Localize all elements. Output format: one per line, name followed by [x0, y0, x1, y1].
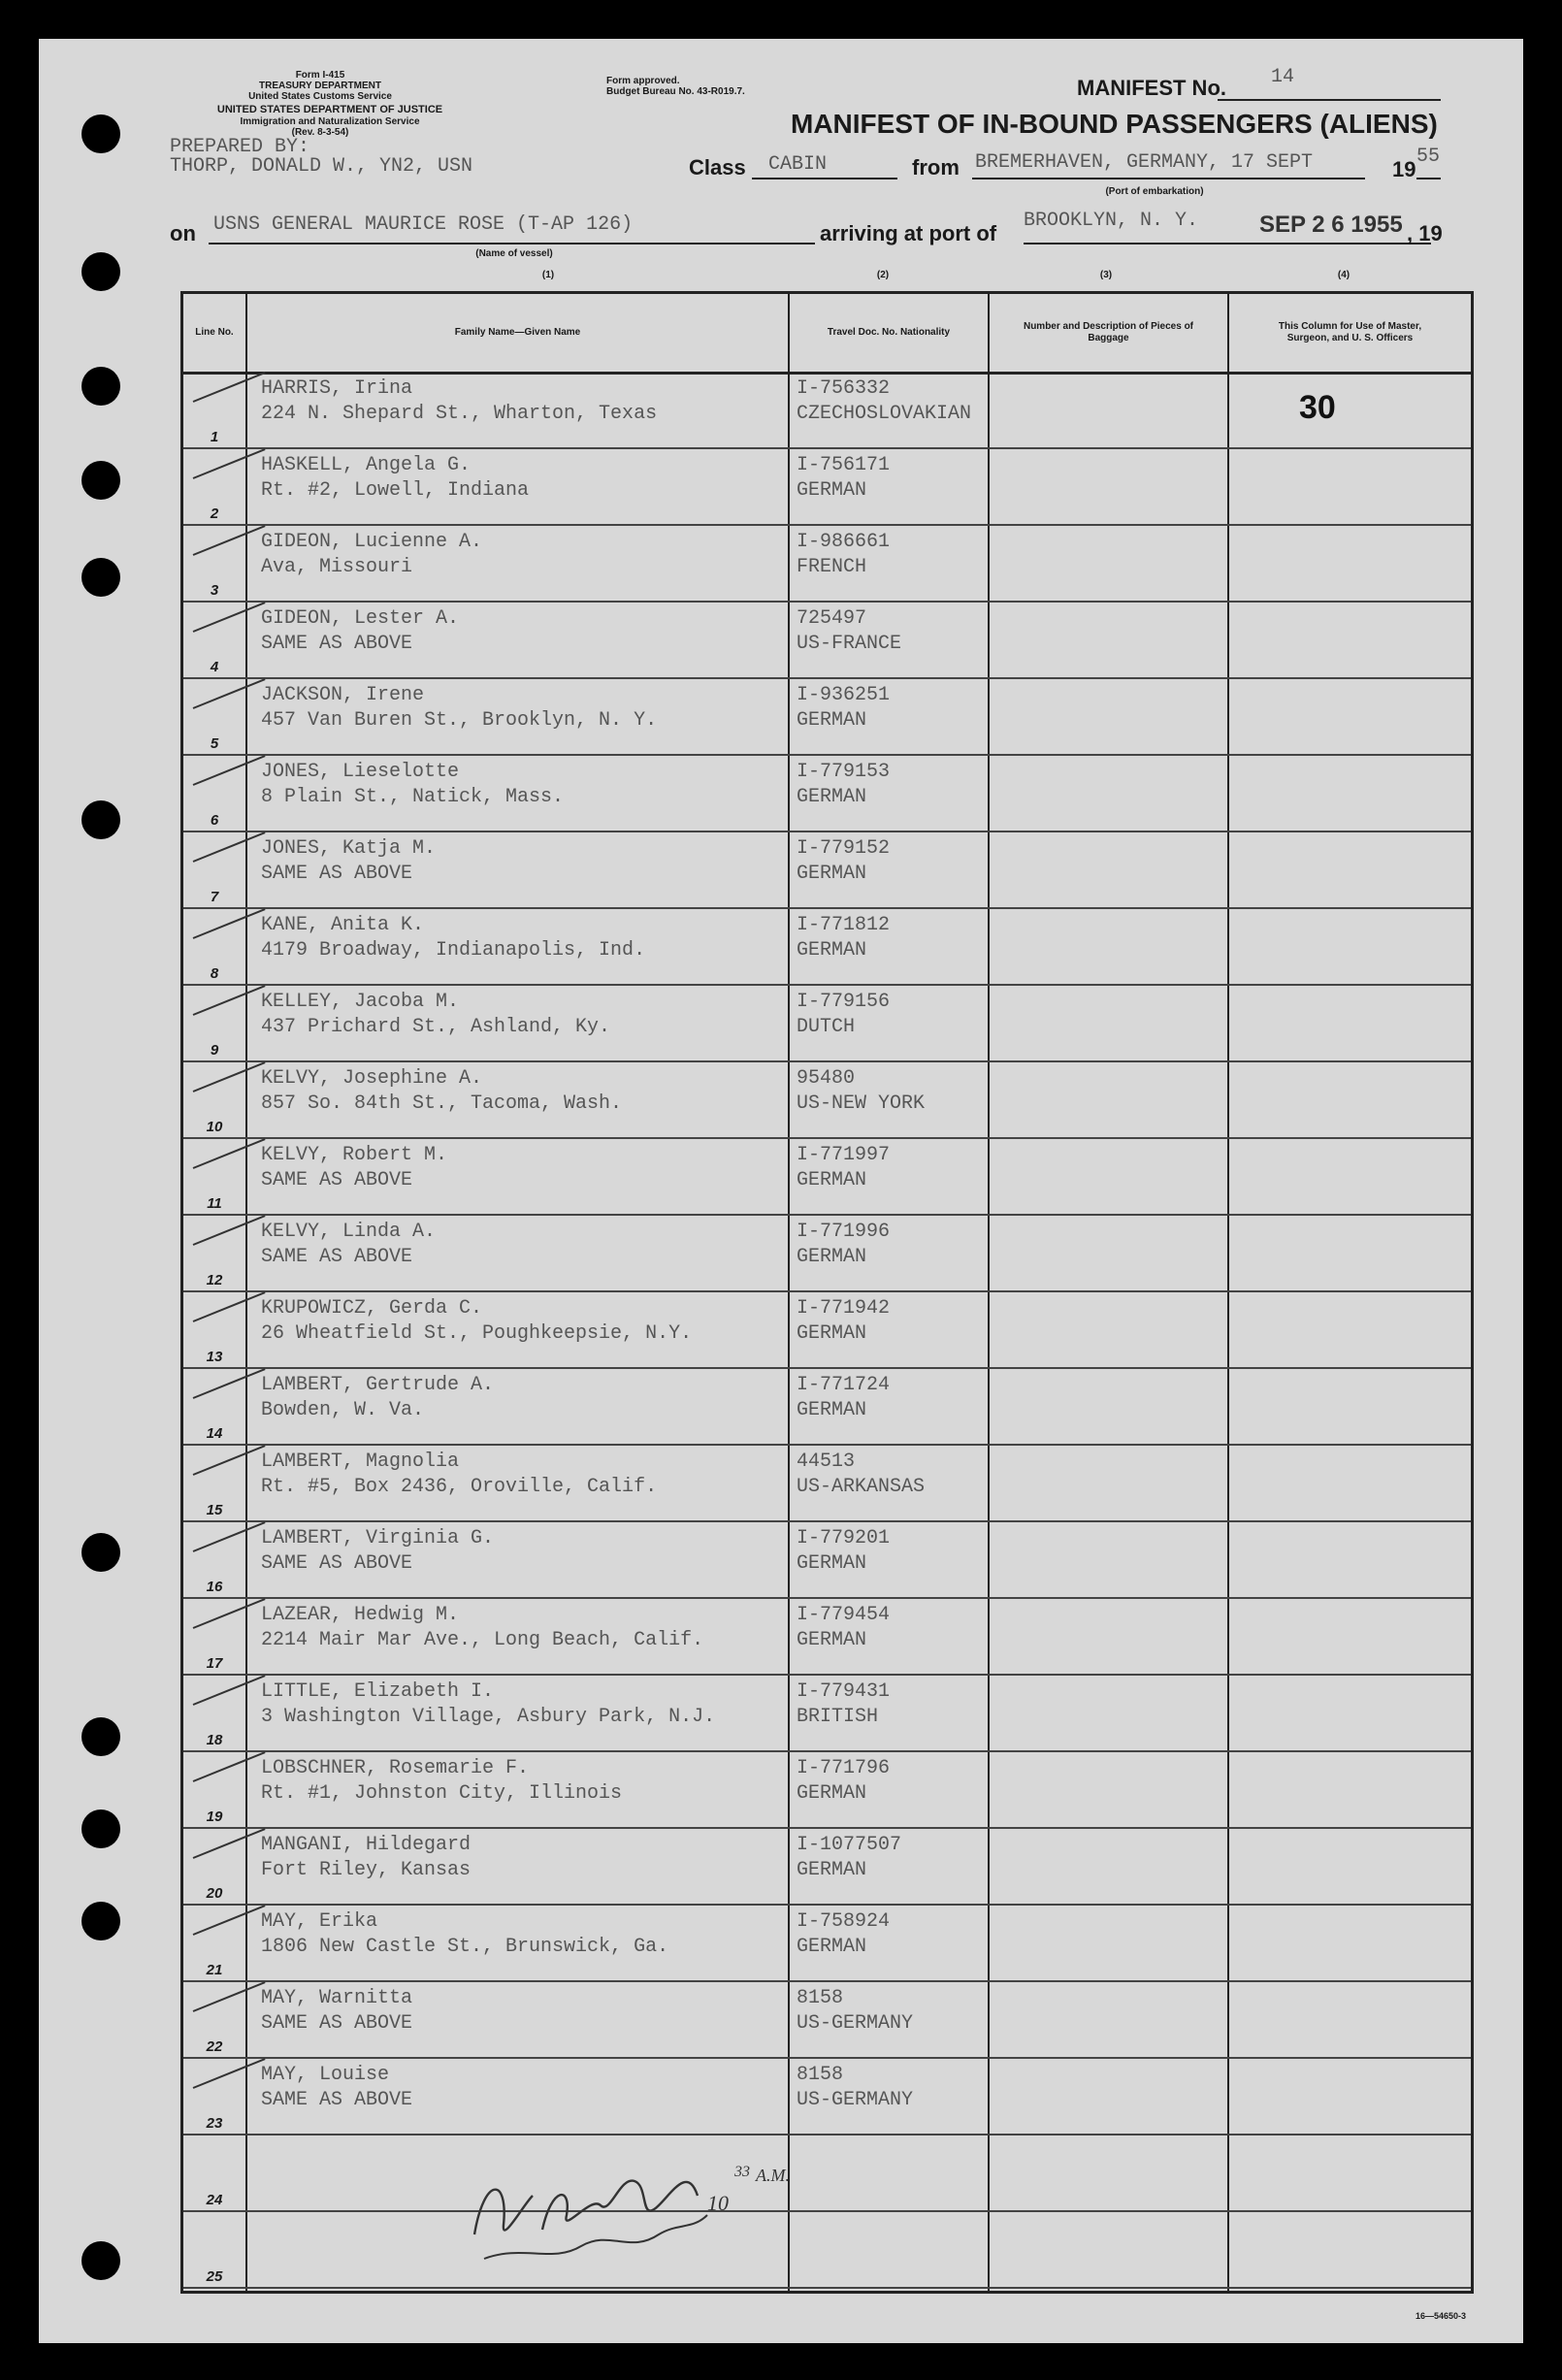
check-mark — [193, 525, 266, 556]
table-row — [183, 678, 1471, 756]
passenger-name: KELVY, Linda A. — [261, 1221, 437, 1243]
arrival-date-stamp: SEP 2 6 1955 — [1259, 212, 1403, 238]
punch-hole — [81, 114, 120, 153]
table-row — [183, 372, 1471, 449]
header-name — [247, 294, 788, 375]
officer-mark: 30 — [1299, 389, 1336, 426]
table-row — [183, 1981, 1471, 2059]
nationality: FRENCH — [797, 556, 867, 578]
table-row — [183, 831, 1471, 909]
justice-dept: UNITED STATES DEPARTMENT OF JUSTICE — [216, 104, 443, 115]
passenger-address: Rt. #5, Box 2436, Oroville, Calif. — [261, 1476, 658, 1498]
table-row — [183, 2058, 1471, 2135]
class-line — [752, 178, 897, 179]
line-number: 19 — [206, 1809, 223, 1825]
passenger-address: Rt. #1, Johnston City, Illinois — [261, 1782, 623, 1805]
header-line-no — [183, 294, 245, 375]
year-line — [1416, 178, 1441, 179]
column-number-1: (1) — [541, 270, 555, 280]
svg-text:A.M.: A.M. — [756, 2166, 790, 2185]
header-travel-doc-text: Travel Doc. No. Nationality — [827, 327, 951, 338]
manifest-number: 14 — [1271, 66, 1295, 88]
travel-doc-number: 8158 — [797, 1987, 844, 2009]
table-row — [183, 1751, 1471, 1829]
punch-hole — [81, 1533, 120, 1572]
punch-hole — [81, 800, 120, 839]
check-mark — [193, 985, 266, 1016]
line-number: 3 — [210, 582, 219, 599]
punch-hole — [81, 1717, 120, 1756]
travel-doc-number: 44513 — [797, 1451, 856, 1473]
check-mark — [193, 1675, 266, 1706]
nationality: US-FRANCE — [797, 633, 902, 655]
check-mark — [193, 908, 266, 939]
year-prefix: 19 — [1392, 157, 1416, 181]
passenger-name: HASKELL, Angela G. — [261, 454, 472, 476]
svg-text:33: 33 — [734, 2164, 750, 2180]
nationality: GERMAN — [797, 863, 867, 885]
check-mark — [193, 1598, 266, 1629]
passenger-name: LITTLE, Elizabeth I. — [261, 1680, 495, 1703]
table-row — [183, 1445, 1471, 1522]
check-mark — [193, 448, 266, 479]
form-id: Form I-415 — [295, 70, 345, 81]
line-number: 22 — [206, 2038, 223, 2055]
check-mark — [193, 831, 266, 863]
nationality: US-GERMANY — [797, 2089, 914, 2111]
nationality: GERMAN — [797, 1322, 867, 1345]
embark-caption: (Port of embarkation) — [1105, 186, 1204, 197]
check-mark — [193, 372, 266, 403]
passenger-address: Bowden, W. Va. — [261, 1399, 425, 1421]
travel-doc-number: I-779152 — [797, 837, 891, 860]
check-mark — [193, 1445, 266, 1476]
table-row — [183, 1138, 1471, 1216]
travel-doc-number: I-758924 — [797, 1910, 891, 1933]
check-mark — [193, 1751, 266, 1782]
passenger-name: KELVY, Josephine A. — [261, 1067, 483, 1090]
form-revision: (Rev. 8-3-54) — [291, 127, 349, 138]
check-mark — [193, 1905, 266, 1936]
svg-text:10: 10 — [707, 2191, 729, 2215]
passenger-address: SAME AS ABOVE — [261, 633, 413, 655]
passenger-name: LAMBERT, Magnolia — [261, 1451, 460, 1473]
travel-doc-number: I-771942 — [797, 1297, 891, 1320]
nationality: GERMAN — [797, 1782, 867, 1805]
passenger-name: LAZEAR, Hedwig M. — [261, 1604, 460, 1626]
table-row — [183, 525, 1471, 603]
travel-doc-number: I-756332 — [797, 377, 891, 400]
check-mark — [193, 1828, 266, 1859]
travel-doc-number: I-779153 — [797, 761, 891, 783]
passenger-address: SAME AS ABOVE — [261, 2089, 413, 2111]
line-number: 13 — [206, 1349, 223, 1365]
table-row — [183, 1061, 1471, 1139]
line-number: 12 — [206, 1272, 223, 1288]
passenger-address: 8 Plain St., Natick, Mass. — [261, 786, 565, 808]
manifest-number-line — [1218, 99, 1441, 101]
line-number: 6 — [210, 812, 219, 829]
table-row — [183, 985, 1471, 1062]
vessel-line — [209, 243, 815, 245]
form-approved: Form approved. — [606, 76, 680, 86]
passenger-name: LAMBERT, Gertrude A. — [261, 1374, 495, 1396]
travel-doc-number: 95480 — [797, 1067, 856, 1090]
check-mark — [193, 755, 266, 786]
nationality: GERMAN — [797, 709, 867, 732]
table-row — [183, 1828, 1471, 1906]
line-number: 10 — [206, 1119, 223, 1135]
nationality: GERMAN — [797, 479, 867, 502]
header-travel-doc — [790, 294, 988, 375]
travel-doc-number: 725497 — [797, 607, 867, 630]
check-mark — [193, 1521, 266, 1552]
line-number: 21 — [206, 1962, 223, 1978]
table-row — [183, 602, 1471, 679]
passenger-address: SAME AS ABOVE — [261, 1246, 413, 1268]
ins-service: Immigration and Naturalization Service — [240, 116, 420, 127]
nationality: US-GERMANY — [797, 2012, 914, 2035]
passenger-address: 457 Van Buren St., Brooklyn, N. Y. — [261, 709, 658, 732]
passenger-address: 3 Washington Village, Asbury Park, N.J. — [261, 1706, 716, 1728]
table-row — [183, 1291, 1471, 1369]
nationality: US-ARKANSAS — [797, 1476, 926, 1498]
column-number-3: (3) — [1099, 270, 1113, 280]
nationality: GERMAN — [797, 1246, 867, 1268]
from-line — [972, 178, 1365, 179]
header-baggage-text: Number and Description of Pieces of Baggage — [1023, 321, 1194, 343]
manifest-title: MANIFEST OF IN-BOUND PASSENGERS (ALIENS) — [791, 109, 1438, 139]
passenger-table — [180, 291, 1474, 2294]
class-value: CABIN — [768, 153, 828, 176]
passenger-name: LOBSCHNER, Rosemarie F. — [261, 1757, 530, 1779]
nationality: CZECHOSLOVAKIAN — [797, 403, 972, 425]
prepared-by-label: PREPARED BY: — [170, 136, 310, 158]
from-label: from — [912, 155, 960, 179]
travel-doc-number: I-986661 — [797, 531, 891, 553]
line-number: 9 — [210, 1042, 219, 1059]
punch-hole — [81, 367, 120, 406]
check-mark — [193, 1138, 266, 1169]
passenger-name: MAY, Erika — [261, 1910, 378, 1933]
travel-doc-number: I-756171 — [797, 454, 891, 476]
travel-doc-number: I-779201 — [797, 1527, 891, 1549]
travel-doc-number: I-779454 — [797, 1604, 891, 1626]
passenger-name: KRUPOWICZ, Gerda C. — [261, 1297, 483, 1320]
punch-hole — [81, 1902, 120, 1940]
nationality: GERMAN — [797, 786, 867, 808]
line-number: 2 — [210, 505, 219, 522]
table-row — [183, 1368, 1471, 1446]
line-number: 5 — [210, 735, 219, 752]
table-row — [183, 1215, 1471, 1292]
passenger-address: 857 So. 84th St., Tacoma, Wash. — [261, 1092, 623, 1115]
table-row — [183, 1675, 1471, 1752]
line-number: 16 — [206, 1579, 223, 1595]
passenger-address: 2214 Mair Mar Ave., Long Beach, Calif. — [261, 1629, 704, 1651]
travel-doc-number: I-771997 — [797, 1144, 891, 1166]
line-number: 14 — [206, 1425, 223, 1442]
vessel-name: USNS GENERAL MAURICE ROSE (T-AP 126) — [213, 213, 634, 236]
travel-doc-number: I-771812 — [797, 914, 891, 936]
passenger-name: JONES, Katja M. — [261, 837, 437, 860]
travel-doc-number: I-779431 — [797, 1680, 891, 1703]
treasury-dept: TREASURY DEPARTMENT — [259, 81, 381, 91]
line-number: 18 — [206, 1732, 223, 1748]
line-number: 17 — [206, 1655, 223, 1672]
vessel-caption: (Name of vessel) — [475, 248, 553, 259]
check-mark — [193, 1291, 266, 1322]
footer-code: 16—54650-3 — [1415, 2311, 1467, 2321]
passenger-name: MAY, Warnitta — [261, 1987, 413, 2009]
line-number: 1 — [210, 429, 219, 445]
passenger-address: SAME AS ABOVE — [261, 2012, 413, 2035]
passenger-address: 1806 New Castle St., Brunswick, Ga. — [261, 1936, 669, 1958]
table-row — [183, 2135, 1471, 2212]
nationality: GERMAN — [797, 1169, 867, 1191]
travel-doc-number: I-779156 — [797, 991, 891, 1013]
nationality: US-NEW YORK — [797, 1092, 926, 1115]
check-mark — [193, 678, 266, 709]
column-number-4: (4) — [1337, 270, 1350, 280]
preparer-name: THORP, DONALD W., YN2, USN — [170, 155, 473, 178]
header-baggage — [990, 294, 1227, 375]
budget-bureau: Budget Bureau No. 43-R019.7. — [606, 86, 745, 97]
customs-service: United States Customs Service — [248, 91, 392, 102]
line-number: 4 — [210, 659, 219, 675]
line-number: 24 — [206, 2192, 223, 2208]
nationality: BRITISH — [797, 1706, 879, 1728]
check-mark — [193, 2058, 266, 2089]
passenger-name: MAY, Louise — [261, 2064, 390, 2086]
table-row — [183, 755, 1471, 832]
nationality: GERMAN — [797, 1859, 867, 1881]
travel-doc-number: I-771724 — [797, 1374, 891, 1396]
table-row — [183, 1905, 1471, 1982]
travel-doc-number: 8158 — [797, 2064, 844, 2086]
manifest-number-label: MANIFEST No. — [1077, 76, 1226, 100]
check-mark — [193, 1368, 266, 1399]
inspector-signature-image — [465, 2137, 814, 2273]
punch-hole — [81, 461, 120, 500]
passenger-name: HARRIS, Irina — [261, 377, 413, 400]
table-row — [183, 2211, 1471, 2289]
table-row — [183, 448, 1471, 526]
passenger-address: 26 Wheatfield St., Poughkeepsie, N.Y. — [261, 1322, 693, 1345]
nationality: DUTCH — [797, 1016, 856, 1038]
nationality: GERMAN — [797, 939, 867, 962]
passenger-address: Fort Riley, Kansas — [261, 1859, 472, 1881]
header-officers-text: This Column for Use of Master, Surgeon, and U. S. Officers — [1278, 321, 1422, 343]
arrival-year: , 19 — [1407, 221, 1443, 245]
header-officers — [1229, 294, 1471, 375]
punch-hole — [81, 558, 120, 597]
passenger-name: GIDEON, Lucienne A. — [261, 531, 483, 553]
on-label: on — [170, 221, 196, 245]
nationality: GERMAN — [797, 1936, 867, 1958]
passenger-name: KANE, Anita K. — [261, 914, 425, 936]
passenger-name: KELLEY, Jacoba M. — [261, 991, 460, 1013]
punch-hole — [81, 2241, 120, 2280]
line-number: 8 — [210, 965, 219, 982]
passenger-address: SAME AS ABOVE — [261, 863, 413, 885]
check-mark — [193, 1981, 266, 2012]
check-mark — [193, 602, 266, 633]
line-number: 11 — [207, 1195, 222, 1212]
table-row — [183, 1521, 1471, 1599]
column-number-2: (2) — [876, 270, 890, 280]
travel-doc-number: I-936251 — [797, 684, 891, 706]
arriving-label: arriving at port of — [820, 221, 997, 245]
line-number: 15 — [206, 1502, 223, 1518]
nationality: GERMAN — [797, 1552, 867, 1575]
passenger-address: 224 N. Shepard St., Wharton, Texas — [261, 403, 658, 425]
punch-hole — [81, 1809, 120, 1848]
passenger-address: SAME AS ABOVE — [261, 1169, 413, 1191]
travel-doc-number: I-771796 — [797, 1757, 891, 1779]
line-number: 23 — [206, 2115, 223, 2132]
travel-doc-number: I-1077507 — [797, 1834, 902, 1856]
arrival-line — [1024, 243, 1431, 245]
passenger-name: GIDEON, Lester A. — [261, 607, 460, 630]
check-mark — [193, 1061, 266, 1092]
passenger-address: 4179 Broadway, Indianapolis, Ind. — [261, 939, 646, 962]
check-mark — [193, 1215, 266, 1246]
nationality: GERMAN — [797, 1629, 867, 1651]
passenger-name: JACKSON, Irene — [261, 684, 425, 706]
table-row — [183, 1598, 1471, 1676]
line-number: 20 — [206, 1885, 223, 1902]
passenger-name: MANGANI, Hildegard — [261, 1834, 472, 1856]
passenger-name: JONES, Lieselotte — [261, 761, 460, 783]
punch-hole — [81, 252, 120, 291]
line-number: 25 — [206, 2268, 223, 2285]
passenger-name: KELVY, Robert M. — [261, 1144, 448, 1166]
manifest-sheet — [39, 39, 1523, 2343]
nationality: GERMAN — [797, 1399, 867, 1421]
year-suffix: 55 — [1416, 146, 1441, 168]
table-row — [183, 908, 1471, 986]
passenger-address: Rt. #2, Lowell, Indiana — [261, 479, 530, 502]
travel-doc-number: I-771996 — [797, 1221, 891, 1243]
passenger-address: 437 Prichard St., Ashland, Ky. — [261, 1016, 611, 1038]
line-number: 7 — [210, 889, 219, 905]
header-line-no-text: Line No. — [195, 327, 234, 338]
arrival-port: BROOKLYN, N. Y. — [1024, 210, 1199, 232]
class-label: Class — [689, 155, 746, 179]
embark-port: BREMERHAVEN, GERMANY, 17 SEPT — [975, 151, 1314, 174]
passenger-address: SAME AS ABOVE — [261, 1552, 413, 1575]
passenger-name: LAMBERT, Virginia G. — [261, 1527, 495, 1549]
passenger-address: Ava, Missouri — [261, 556, 413, 578]
header-name-text: Family Name—Given Name — [454, 327, 581, 338]
